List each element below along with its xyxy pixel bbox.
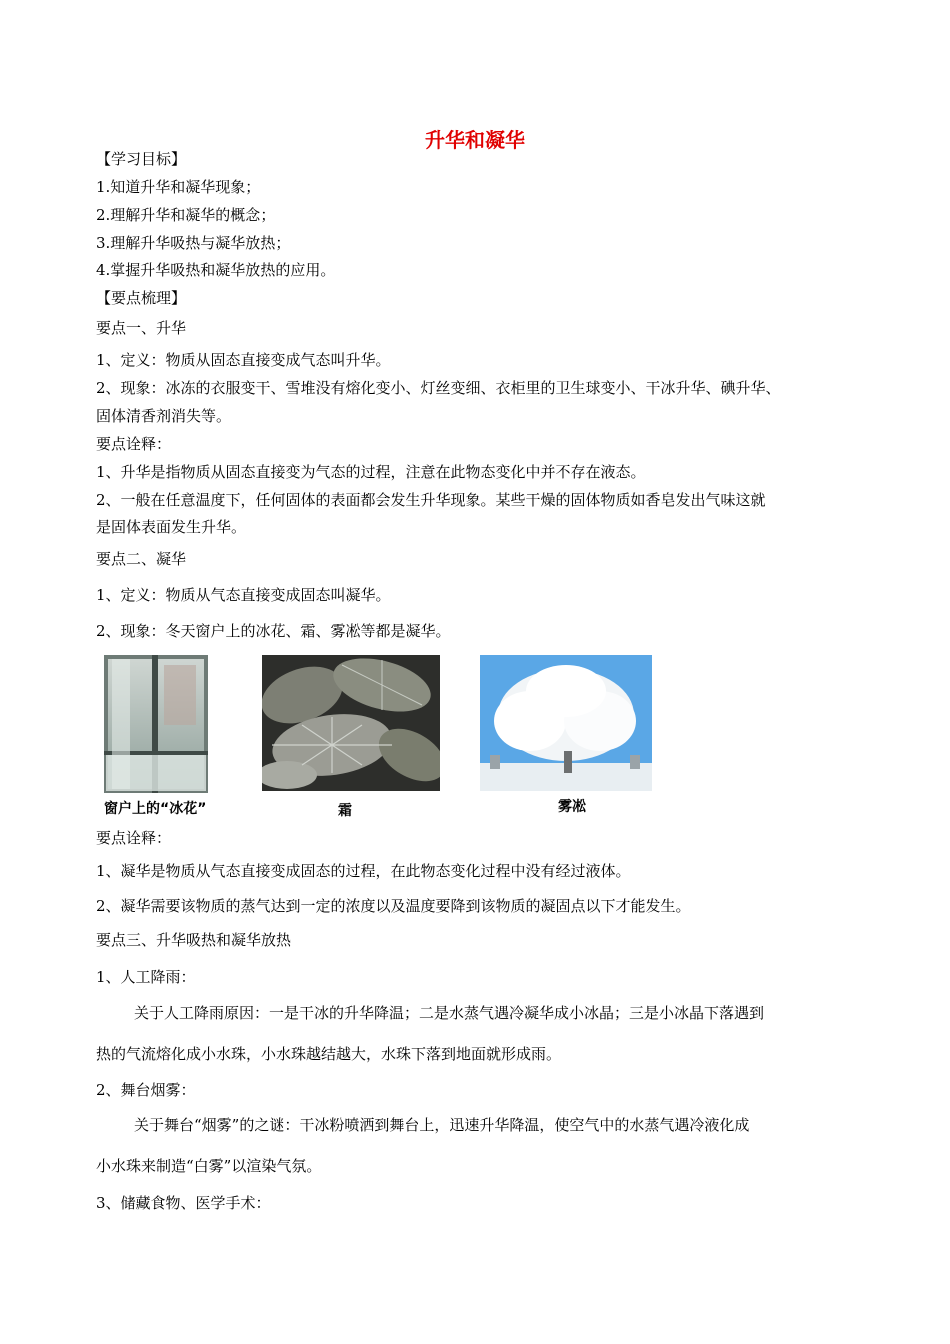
window-frost-caption: 窗户上的“冰花”	[104, 801, 207, 817]
section-heading-key-points: 【要点梳理】	[96, 289, 187, 307]
paragraph-line: 2、现象：冰冻的衣服变干、雪堆没有熔化变小、灯丝变细、衣柜里的卫生球变小、干冰升华、碘升华、	[96, 379, 781, 397]
page-title: 升华和凝华	[425, 128, 525, 152]
paragraph-line: 1、凝华是物质从气态直接变成固态的过程，在此物态变化过程中没有经过液体。	[96, 862, 631, 880]
paragraph-line: 关于人工降雨原因：一是干冰的升华降温；二是水蒸气遇冷凝华成小冰晶；三是小冰晶下落遇到	[134, 1004, 765, 1022]
paragraph-line: 1、定义：物质从固态直接变成气态叫升华。	[96, 351, 391, 369]
paragraph-line: 固体清香剂消失等。	[96, 407, 232, 425]
window-frost-image	[104, 655, 208, 793]
note-heading: 要点诠释：	[96, 829, 172, 847]
objective-4: 4.掌握升华吸热和凝华放热的应用。	[96, 261, 336, 279]
frost-image	[262, 655, 440, 791]
rime-caption: 雾凇	[558, 799, 586, 815]
objective-3: 3.理解升华吸热与凝华放热；	[96, 234, 291, 252]
note-heading: 要点诠释：	[96, 435, 172, 453]
key-point-1-heading: 要点一、升华	[96, 319, 187, 337]
section-heading-objectives: 【学习目标】	[96, 150, 187, 168]
rime-tree-illustration	[480, 655, 652, 791]
rime-image	[480, 655, 652, 791]
paragraph-line: 是固体表面发生升华。	[96, 518, 247, 536]
subheading-food-storage: 3、储藏食物、医学手术：	[96, 1194, 271, 1212]
key-point-3-heading: 要点三、升华吸热和凝华放热	[96, 931, 292, 949]
window-frost-illustration	[104, 655, 208, 793]
paragraph-line: 热的气流熔化成小水珠，小水珠越结越大，水珠下落到地面就形成雨。	[96, 1045, 562, 1063]
paragraph-line: 2、现象：冬天窗户上的冰花、霜、雾凇等都是凝华。	[96, 622, 451, 640]
frost-leaves-illustration	[262, 655, 440, 791]
objective-1: 1.知道升华和凝华现象；	[96, 178, 261, 196]
paragraph-line: 1、升华是指物质从固态直接变为气态的过程，注意在此物态变化中并不存在液态。	[96, 463, 646, 481]
paragraph-line: 关于舞台“烟雾”的之谜：干冰粉喷洒到舞台上，迅速升华降温，使空气中的水蒸气遇冷液化成	[134, 1116, 750, 1134]
objective-2: 2.理解升华和凝华的概念；	[96, 206, 276, 224]
subheading-stage-smoke: 2、舞台烟雾：	[96, 1081, 196, 1099]
paragraph-line: 2、一般在任意温度下，任何固体的表面都会发生升华现象。某些干燥的固体物质如香皂发出气味这就	[96, 491, 766, 509]
paragraph-line: 小水珠来制造“白雾”以渲染气氛。	[96, 1157, 322, 1175]
frost-caption: 霜	[338, 803, 352, 819]
subheading-artificial-rain: 1、人工降雨：	[96, 968, 196, 986]
key-point-2-heading: 要点二、凝华	[96, 550, 187, 568]
paragraph-line: 1、定义：物质从气态直接变成固态叫凝华。	[96, 586, 391, 604]
paragraph-line: 2、凝华需要该物质的蒸气达到一定的浓度以及温度要降到该物质的凝固点以下才能发生。	[96, 897, 691, 915]
